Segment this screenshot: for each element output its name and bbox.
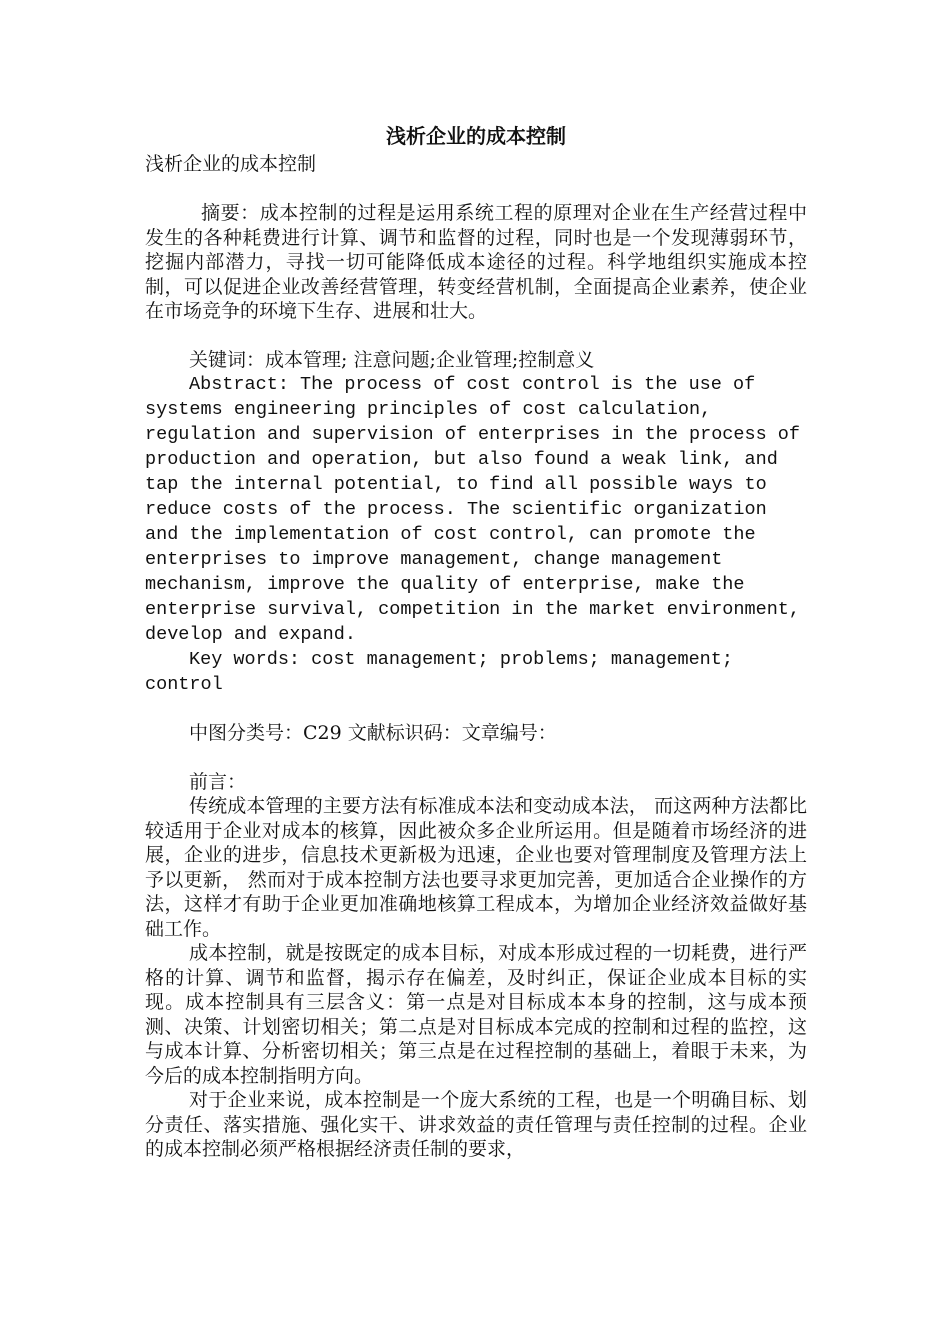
keywords-chinese: 关键词：成本管理; 注意问题;企业管理;控制意义	[189, 348, 595, 371]
body-paragraph: 对于企业来说，成本控制是一个庞大系统的工程，也是一个明确目标、划分责任、落实措施、强化实干、讲求效益的责任管理与责任控制的过程。企业的成本控制必须严格根据经济责任制的要求，	[145, 1089, 807, 1160]
document-subtitle: 浅析企业的成本控制	[145, 153, 317, 175]
abstract-english: Abstract: The process of cost control is the use of systems engineering principles of cost calculation, regulation and supervision of enterprises in the process of production and operation, but also found a weak link, and tap the internal potential, to find all possible ways to reduce costs of the process. The scientific organization and the implementation of cost control, can promote the enterprises to improve management, change management mechanism, improve the quality of enterprise, make the enterprise survival, competition in the market environment, develop and expand.	[145, 374, 801, 645]
document-body	[145, 120, 807, 1162]
classification-line: 中图分类号：C29 文献标识码：文章编号：	[189, 722, 557, 744]
body-paragraph: 传统成本管理的主要方法有标准成本法和变动成本法， 而这两种方法都比较适用于企业对成本的核算，因此被众多企业所运用。但是随着市场经济的进展，企业的进步，信息技术更新极为迅速，企业也要对管理制度及管理方法上予以更新， 然而对于成本控制方法也要寻求更加完善，更加适合企业操作的方法，这样才有助于企业更加准确地核算工程成本，为增加企业经济效益做好基础工作。	[145, 795, 807, 940]
document-title: 浅析企业的成本控制	[386, 124, 566, 148]
keywords-english: Key words: cost management; problems; management; control	[145, 649, 733, 695]
abstract-chinese: 摘要：成本控制的过程是运用系统工程的原理对企业在生产经营过程中发生的各种耗费进行计算、调节和监督的过程，同时也是一个发现薄弱环节，挖掘内部潜力，寻找一切可能降低成本途径的过程。科学地组织实施成本控制，可以促进企业改善经营管理，转变经营机制，全面提高企业素养，使企业在市场竞争的环境下生存、进展和壮大。	[145, 202, 807, 322]
preface-heading: 前言：	[189, 770, 247, 793]
body-paragraph: 成本控制，就是按既定的成本目标，对成本形成过程的一切耗费，进行严格的计算、调节和监督，揭示存在偏差，及时纠正，保证企业成本目标的实现。成本控制具有三层含义：第一点是对目标成本本身的控制，这与成本预测、决策、计划密切相关；第二点是对目标成本完成的控制和过程的监控，这与成本计算、分析密切相关；第三点是在过程控制的基础上，着眼于未来，为今后的成本控制指明方向。	[145, 942, 807, 1087]
